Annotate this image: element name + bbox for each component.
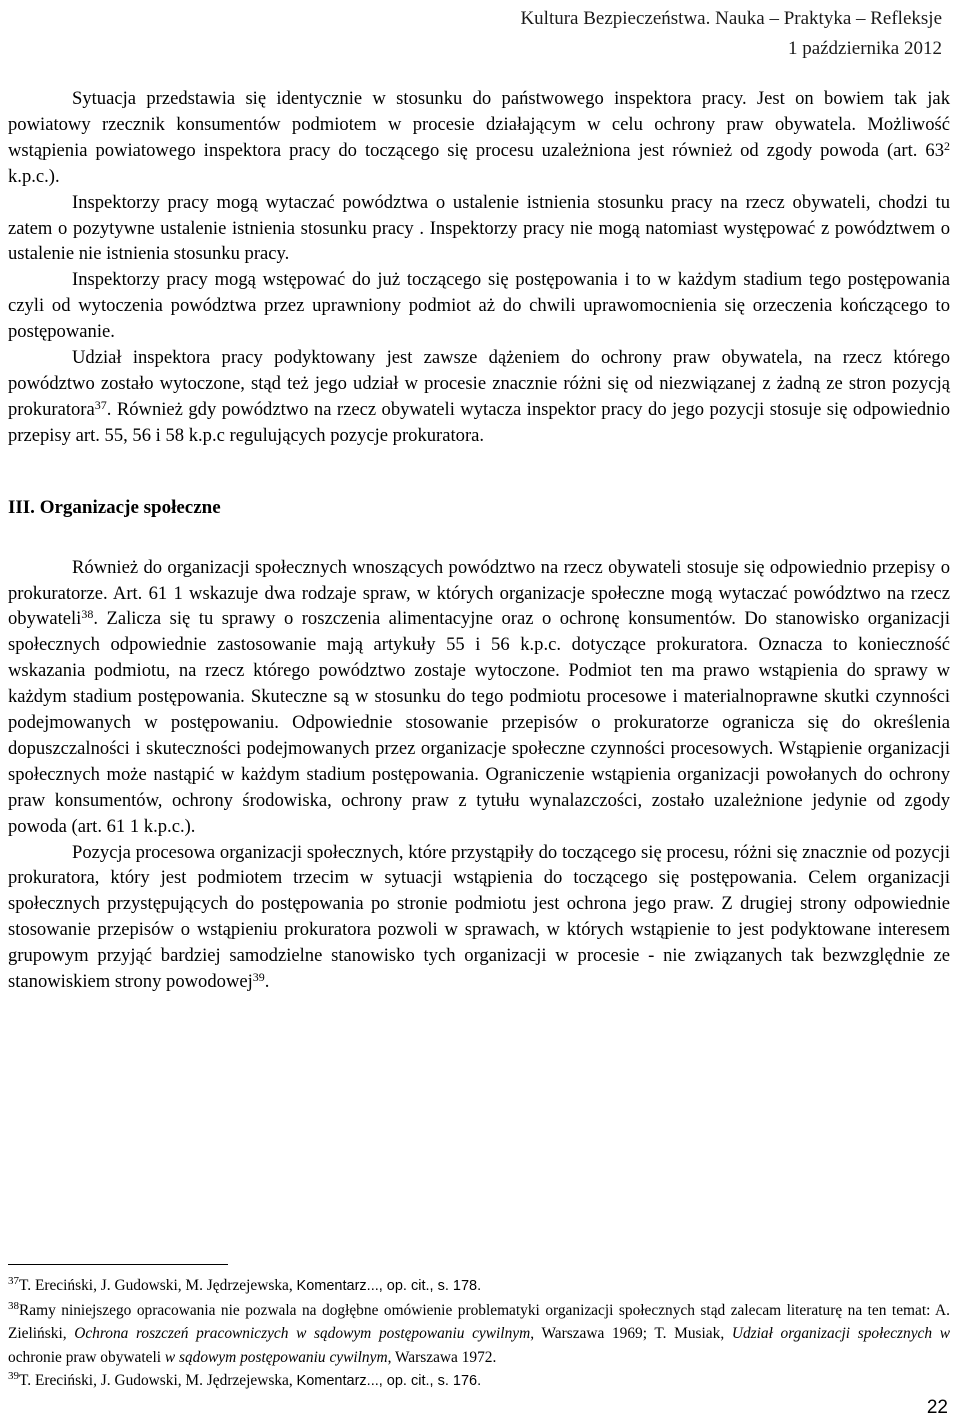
- superscript: 2: [944, 138, 950, 153]
- paragraph-5: Również do organizacji społecznych wnoszących powództwo na rzecz obywateli stosuje się odpowiednio przepisy o prokuratorze. Art. 61 1 wskazuje dwa rodzaje spraw, w których organizacje społeczne mogą wytaczać powództwo na rzecz obywateli$^{38}$. Zalicza się tu sprawy o roszczenia alimentacyjne oraz o ochronę konsumentów. Do stanowisko organizacji społecznych odpowiednie zastosowanie mają artykuły 55 i 56 k.p.c. dotyczące prokuratora. Oznacza to konieczność wskazania podmiotu, na rzecz którego powództwo zostaje wytoczone. Podmiot ten ma prawo wstąpienia do sprawy w każdym stadium postępowania. Skuteczne są w stosunku do tego podmiotu procesowe i materialnoprawne skutki czynności podejmowanych w postępowaniu. Odpowiednie stosowanie przepisów o prokuratorze ogranicza się do określenia dopuszczalności i skuteczności podejmowanych przez organizacje społeczne czynności procesowych. Wstąpienie organizacji społecznych może nastąpić w każdym stadium postępowania. Ograniczenie wstąpienia organizacji powołanych do ochrony praw konsumentów, ochrony środowiska, ochrony praw z tytułu wynalazczości, zostało uzależnione jedynie od zgody powoda (art. 61 1 k.p.c.).: [8, 556, 950, 837]
- journal-title: Kultura Bezpieczeństwa. Nauka – Praktyka – Refleksje: [520, 8, 942, 29]
- footnote-38: $^{38}$Ramy niniejszego opracowania nie pozwala na dogłębne omówienie problematyki organizacji społecznych stąd zalecam literaturę na ten temat: A. Zieliński, Ochrona roszczeń pracowniczych w sądowym postępowaniu cywilnym, Warszawa 1969; T. Musiak, Udział organizacji społecznych w ochronie praw obywateli w sądowym postępowaniu cywilnym, Warszawa 1972.: [8, 1299, 951, 1366]
- page-number: 22: [926, 1397, 948, 1418]
- footnote-ref-38[interactable]: 38: [81, 607, 94, 622]
- footnote-37: $^{37}$T. Ereciński, J. Gudowski, M. Jędrzejewska, Komentarz..., op. cit., s. 178.: [8, 1275, 482, 1294]
- footnote-divider: [8, 1264, 228, 1265]
- paragraph-2: Inspektorzy pracy mogą wytaczać powództwa o ustalenie istnienia stosunku pracy na rzecz obywateli, chodzi tu zatem o pozytywne ustalenie istnienia stosunku pracy . Inspektorzy pracy nie mogą natomiast występować z powództwem o ustalenie nie istnienia stosunku pracy.: [8, 191, 950, 265]
- page-header: [520, 4, 942, 64]
- header-date: 1 października 2012: [787, 38, 942, 59]
- main-text: [8, 86, 950, 995]
- footnote-ref-37[interactable]: 37: [94, 397, 107, 412]
- paragraph-4: Udział inspektora pracy podyktowany jest zawsze dążeniem do ochrony praw obywatela, na rzecz którego powództwo zostało wytoczone, stąd też jego udział w procesie znacznie różni się od niezwiązanej z żadną ze stron pozycją prokuratora$^{37}$. Również gdy powództwo na rzecz obywateli wytacza inspektor pracy do jego pozycji stosuje się odpowiednio przepisy art. 55, 56 i 58 k.p.c regulujących pozycje prokuratora.: [8, 347, 950, 446]
- footnote-39: $^{39}$T. Ereciński, J. Gudowski, M. Jędrzejewska, Komentarz..., op. cit., s. 176.: [8, 1370, 482, 1389]
- footnote-ref-39[interactable]: 39: [252, 970, 265, 985]
- paragraph-3: Inspektorzy pracy mogą wstępować do już toczącego się postępowania i to w każdym stadium tego postępowania czyli od wytoczenia powództwa przez uprawniony podmiot aż do chwili uprawomocnienia się orzeczenia kończącego to postępowanie.: [8, 269, 950, 343]
- footnotes: [8, 1274, 950, 1394]
- section-heading: III. Organizacje społeczne: [8, 496, 221, 518]
- paragraph-1: Sytuacja przedstawia się identycznie w stosunku do państwowego inspektora pracy. Jest on bowiem tak jak powiatowy rzecznik konsumentów podmiotem w procesie działającym w celu ochrony praw obywatela. Możliwość wstąpienia powiatowego inspektora pracy do toczącego się procesu uzależniona jest również od zgody powoda (art. $63^2$ k.p.c.).: [8, 88, 950, 187]
- paragraph-6: Pozycja procesowa organizacji społecznych, które przystąpiły do toczącego się procesu, różni się znacznie od pozycji prokuratora, który jest podmiotem trzecim w sytuacji wstąpienia do toczącego się postępowania. Celem organizacji społecznych przystępujących do postępowania po stronie podmiotu jest ochrona jego praw. Z drugiej strony odpowiednie stosowanie przepisów o wstąpieniu prokuratora pozwoli w sprawach, w których wstąpienie to jest podyktowane interesem grupowym przyjąć bardziej samodzielne stanowisko tych organizacji w procesie - nie związanych tak bezwzględnie ze stanowiskiem strony powodowej$^{39}$.: [8, 841, 950, 993]
